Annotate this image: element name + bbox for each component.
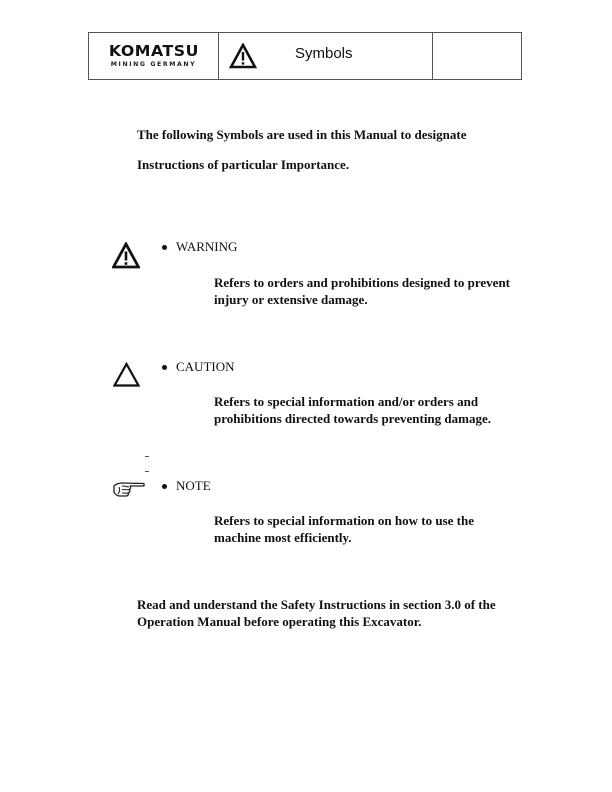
logo-cell xyxy=(89,33,219,79)
note-description xyxy=(214,512,474,546)
note-label-text: NOTE xyxy=(176,478,211,493)
warning-description-line-2: injury or extensive damage. xyxy=(214,292,368,307)
warning-description xyxy=(214,274,510,308)
intro-line-2: Instructions of particular Importance. xyxy=(137,157,350,172)
page-header xyxy=(88,32,522,80)
caution-triangle-icon xyxy=(113,362,140,387)
caution-label xyxy=(162,359,235,375)
warning-label xyxy=(162,239,237,255)
logo-subtitle: MINING GERMANY xyxy=(110,61,197,68)
scan-mark xyxy=(145,471,149,472)
warning-triangle-exclamation-icon xyxy=(112,242,140,269)
caution-description-line-2: prohibitions directed towards preventing damage. xyxy=(214,411,491,426)
intro-line-1: The following Symbols are used in this Manual to designate xyxy=(137,127,467,142)
safety-notice-line-1: Read and understand the Safety Instructions in section 3.0 of the xyxy=(137,597,496,612)
page-title: Symbols xyxy=(295,45,353,62)
note-label xyxy=(162,478,211,494)
caution-description xyxy=(214,393,491,427)
safety-notice xyxy=(137,596,496,630)
komatsu-logo: KOMATSU xyxy=(108,42,199,60)
note-description-line-2: machine most efficiently. xyxy=(214,530,352,545)
pointing-hand-icon xyxy=(112,481,146,498)
blank-cell xyxy=(433,33,521,79)
warning-description-line-1: Refers to orders and prohibitions designed to prevent xyxy=(214,275,510,290)
safety-notice-line-2: Operation Manual before operating this Excavator. xyxy=(137,614,422,629)
caution-label-text: CAUTION xyxy=(176,359,235,374)
note-description-line-1: Refers to special information on how to use the xyxy=(214,513,474,528)
scan-mark xyxy=(145,456,149,457)
bullet-icon xyxy=(162,365,167,370)
caution-description-line-1: Refers to special information and/or orders and xyxy=(214,394,479,409)
title-cell xyxy=(219,33,433,79)
warning-label-text: WARNING xyxy=(176,239,238,254)
warning-triangle-icon xyxy=(229,43,257,69)
bullet-icon xyxy=(162,484,167,489)
bullet-icon xyxy=(162,245,167,250)
